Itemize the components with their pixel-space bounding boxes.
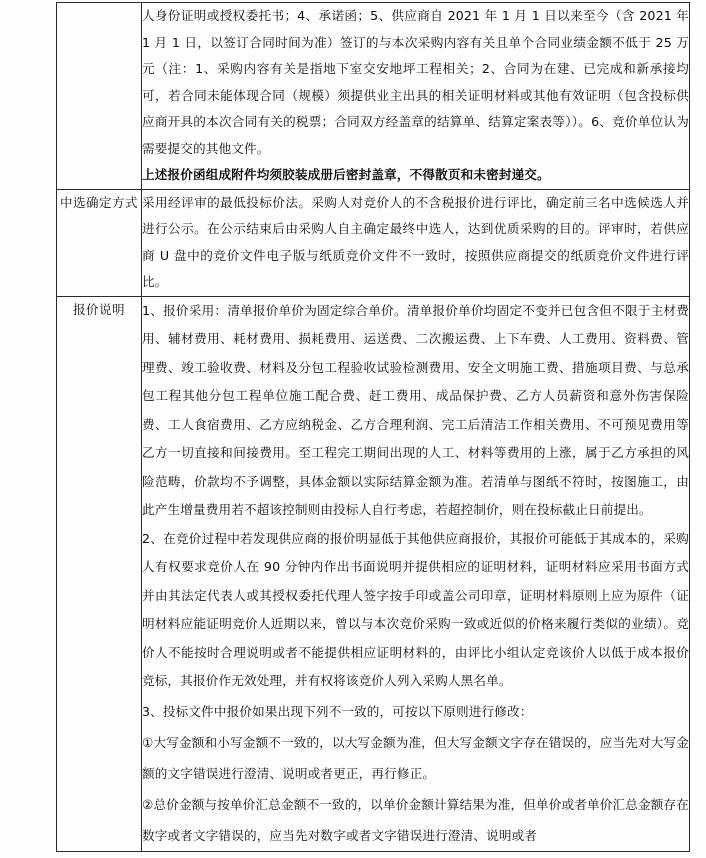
paragraph-text-item-3b: ②总价金额与按单价汇总金额不一致的，以单价金额计算结果为准，但单价或者单价汇总金额存在数字或者文字错误的，应当先对数字或者文字错误进行澄清、说明或者 (142, 796, 689, 843)
table-row (57, 296, 690, 851)
contract-terms-table (56, 2, 690, 852)
paragraph-text: 人身份证明或授权委托书；4、承诺函；5、供应商自 2021 年 1 月 1 日以来至今（含 2021 年 1 月 1 日，以签订合同时间为准）签订的与本次采购内容有关且单个合同业绩金额不低于 25 万元（注：1、采购内容有关是指地下室交安地坪工程相关；2、合同为在建、已完成和新承接均可，若合同未能体现合同（规模）须提供业主出具的相关证明材料或其他有效证明（包含投标供应商开具的本次合同有关的税票；合同双方经盖章的结算单、结算定案表等））。6、竞价单位认为需要提交的其他文件。 (142, 8, 689, 156)
row-body-cell-selection-method (142, 189, 690, 296)
row-body-cell-quotation-notes (142, 296, 690, 851)
row-label-text: 报价说明 (72, 301, 125, 317)
paragraph-text-item-3: 3、投标文件中报价如果出现下列不一致的，可按以下原则进行修改： (142, 703, 533, 719)
table-row (57, 3, 690, 190)
paragraph-text: 采用经评审的最低投标价法。采购人对竞价人的不含税报价进行评比，确定前三名中选候选人并进行公示。在公示结束后由采购人自主确定最终中选人，达到优质采购的目的。评审时，若供应商 U 盘中的竞价文件电子版与纸质竞价文件不一致时，按照供应商提交的纸质竞价文件进行评比。 (142, 194, 689, 289)
row-label-cell-quotation-notes (57, 296, 142, 851)
row-label-cell (57, 3, 142, 190)
paragraph-text-item-2: 2、在竞价过程中若发现供应商的报价明显低于其他供应商报价，其报价可能低于其成本的，采购人有权要求竞价人在 90 分钟内作出书面说明并提供相应的证明材料，证明材料应采用书面方式并由其法定代表人或其授权委托代理人签字按手印或盖公司印章，证明材料原则上应为原件（证明材料应能证明竞价人近期以来，曾以与本次竞价采购一致或近似的价格来履行类似的业绩）。竞价人不能按时合理说明或者不能提供相应证明材料的，由评比小组认定竞该价人以低于成本报价竞标，其报价作无效处理，并有权将该竞价人列入采购人黑名单。 (142, 530, 689, 688)
table-body (57, 3, 690, 852)
paragraph-text-item-1: 1、报价采用：清单报价单价为固定综合单价。清单报价单价均固定不变并已包含但不限于主材费用、辅材费用、耗材费用、损耗费用、运送费、二次搬运费、上下车费、人工费用、资料费、管理费、竣工验收费、材料及分包工程验收试验检测费用、安全文明施工费、措施项目费、与总承包工程其他分包工程单位施工配合费、赶工费用、成品保护费、乙方人员薪资和意外伤害保险费、工人食宿费用、乙方应纳税金、乙方合理利润、完工后清洁工作相关费用、不可预见费用等乙方一切直接和间接费用。至工程完工期间出现的人工、材料等费用的上涨，属于乙方承担的风险范畴，价款均不予调整，具体金额以实际结算金额为准。若清单与图纸不符时，按图施工，由此产生增量费用若不超该控制则由投标人自行考虑，若超控制价，则在投标截止日前提出。 (142, 302, 689, 517)
row-label-cell-selection-method (57, 189, 142, 296)
table-row (57, 189, 690, 296)
paragraph-text-item-3a: ①大写金额和小写金额不一致的，以大写金额为准，但大写金额文字存在错误的，应当先对大写金额的文字错误进行澄清、说明或者更正，再行修正。 (142, 734, 689, 781)
paragraph-text-bold: 上述报价函组成附件均须胶装成册后密封盖章，不得散页和未密封递交。 (142, 167, 550, 182)
row-label-text: 中选确定方式 (59, 194, 138, 210)
row-body-cell (142, 3, 690, 190)
